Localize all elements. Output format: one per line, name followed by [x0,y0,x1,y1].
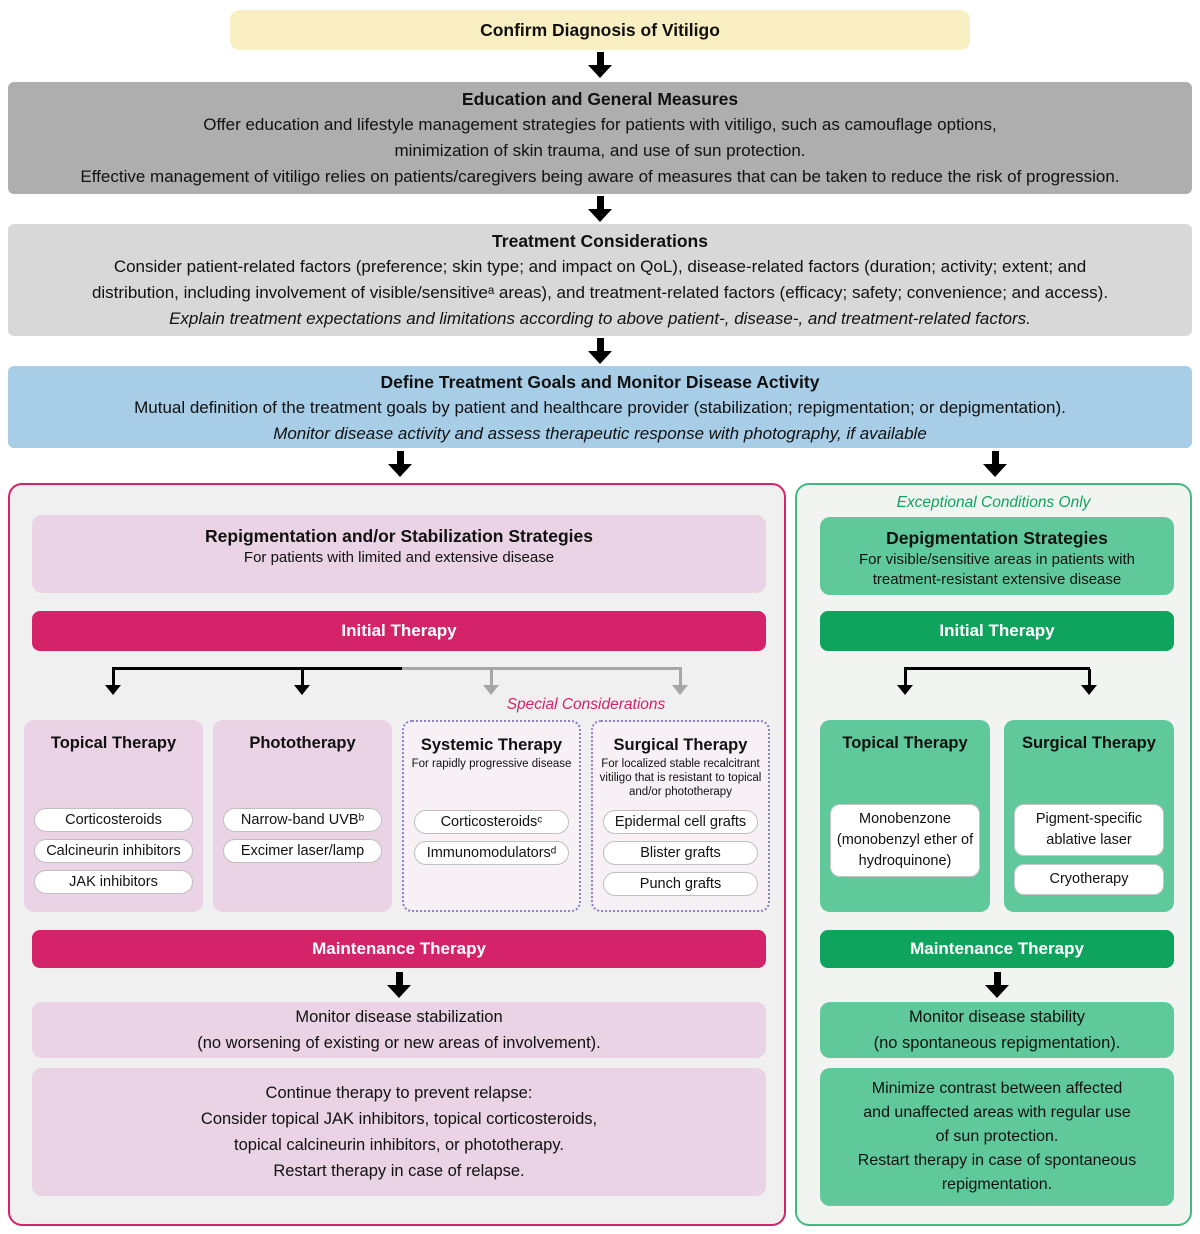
treatment-considerations-box [8,224,1192,336]
therapy-item: Punch grafts [603,872,758,896]
minimize-line: Minimize contrast between affected [871,1080,1123,1097]
therapy-item: Excimer laser/lamp [223,839,382,863]
considerations-line: Consider patient-related factors (preference; skin type; and impact on QoL), disease-related factors (duration; activity; extent; and [113,257,1087,276]
column-title: Surgical Therapy [613,736,748,754]
continue-line: Continue therapy to prevent relapse: [265,1084,533,1102]
repigmentation-panel [8,483,786,1226]
therapy-item: Monobenzone (monobenzyl ether of hydroquinone) [830,804,980,877]
down-arrow-icon [588,338,612,364]
continue-line: Restart therapy in case of relapse. [273,1162,525,1180]
special-considerations-label: Special Considerations [506,696,666,713]
branch-arrow-icon [294,669,310,695]
branch-arrow-gray-icon [483,669,499,695]
treatment-goals-box [8,366,1192,448]
confirm-diagnosis-title: Confirm Diagnosis of Vitiligo [480,20,720,40]
initial-therapy-bar: Initial Therapy [820,611,1174,651]
column-title: Phototherapy [249,734,356,752]
therapy-item: Pigment-specific ablative laser [1014,804,1164,856]
therapy-item: Cryotherapy [1014,864,1164,895]
down-arrow-icon [985,972,1009,998]
topical-therapy-column [820,720,990,912]
education-general-measures-box [8,82,1192,194]
education-line: Offer education and lifestyle management strategies for patients with vitiligo, such as camouflage options, [203,115,997,134]
minimize-line: of sun protection. [935,1128,1059,1145]
surgical-therapy-column [1004,720,1174,912]
phototherapy-column [213,720,392,912]
minimize-line: Restart therapy in case of spontaneous [857,1152,1137,1169]
therapy-item: Corticosteroids [34,808,193,832]
therapy-item: Narrow-band UVBᵇ [223,808,382,832]
depigmentation-subtitle: For visible/sensitive areas in patients with treatment-resistant extensive disease [859,551,1135,588]
education-line: minimization of skin trauma, and use of sun protection. [394,141,806,160]
branch-arrow-icon [897,669,913,695]
down-arrow-icon [388,451,412,477]
exceptional-conditions-label: Exceptional Conditions Only [896,494,1091,511]
down-arrow-icon [588,196,612,222]
minimize-contrast-box [820,1068,1174,1206]
column-title: Systemic Therapy [420,736,563,754]
therapy-item: Corticosteroidsᶜ [414,810,569,834]
maintenance-therapy-bar: Maintenance Therapy [32,930,766,968]
repigmentation-title: Repigmentation and/or Stabilization Strategies [205,526,593,546]
goals-title: Define Treatment Goals and Monitor Disease Activity [380,372,820,392]
therapy-item: Blister grafts [603,841,758,865]
column-title: Topical Therapy [842,734,968,752]
education-line: Effective management of vitiligo relies on patients/caregivers being aware of measures that can be taken to reduce the risk of progression. [80,167,1120,186]
systemic-therapy-column [402,720,581,912]
monitor-line: (no spontaneous repigmentation). [873,1034,1121,1052]
minimize-line: and unaffected areas with regular use [863,1104,1131,1121]
goals-italic-line: Monitor disease activity and assess therapeutic response with photography, if available [273,424,927,443]
column-title: Surgical Therapy [1022,734,1156,752]
surgical-therapy-column [591,720,770,912]
minimize-line: repigmentation. [941,1176,1053,1193]
considerations-line: distribution, including involvement of visible/sensitiveᵃ areas), and treatment-related factors (efficacy; safety; convenience; and access). [91,283,1109,302]
considerations-italic-line: Explain treatment expectations and limitations according to above patient-, disease-, and treatment-related factors. [169,309,1031,328]
down-arrow-icon [983,451,1007,477]
branch-arrow-icon [1081,669,1097,695]
initial-therapy-bar: Initial Therapy [32,611,766,651]
branch-arrow-gray-icon [672,669,688,695]
monitor-line: Monitor disease stabilization [295,1008,503,1026]
depigmentation-title: Depigmentation Strategies [886,528,1108,548]
topical-therapy-column [24,720,203,912]
considerations-title: Treatment Considerations [492,231,708,251]
therapy-item: Immunomodulatorsᵈ [414,841,569,865]
depigmentation-panel [795,483,1192,1226]
education-title: Education and General Measures [461,89,739,109]
repigmentation-subtitle: For patients with limited and extensive disease [243,549,555,566]
down-arrow-icon [387,972,411,998]
continue-line: topical calcineurin inhibitors, or phototherapy. [234,1136,564,1154]
down-arrow-icon [588,52,612,78]
branch-line-gray [402,667,682,670]
therapy-item: Calcineurin inhibitors [34,839,193,863]
confirm-diagnosis-box [230,10,970,50]
therapy-item: JAK inhibitors [34,870,193,894]
branch-arrow-icon [105,669,121,695]
monitor-stability-box [820,1002,1174,1058]
therapy-item: Epidermal cell grafts [603,810,758,834]
monitor-line: (no worsening of existing or new areas of involvement). [197,1034,601,1052]
column-subtitle: For rapidly progressive disease [411,758,572,770]
monitor-line: Monitor disease stability [908,1008,1086,1026]
monitor-stabilization-box [32,1002,766,1058]
repigmentation-header-box [32,515,766,593]
maintenance-therapy-bar: Maintenance Therapy [820,930,1174,968]
goals-line: Mutual definition of the treatment goals by patient and healthcare provider (stabilization; repigmentation; or depigmentation). [134,398,1066,417]
branch-line [112,667,402,670]
column-title: Topical Therapy [50,734,177,752]
branch-line [904,667,1090,670]
column-subtitle: For localized stable recalcitrant vitiligo that is resistant to topical and/or phototherapy [599,758,762,798]
continue-therapy-box [32,1068,766,1196]
continue-line: Consider topical JAK inhibitors, topical corticosteroids, [200,1110,598,1128]
depigmentation-header-box [820,517,1174,595]
